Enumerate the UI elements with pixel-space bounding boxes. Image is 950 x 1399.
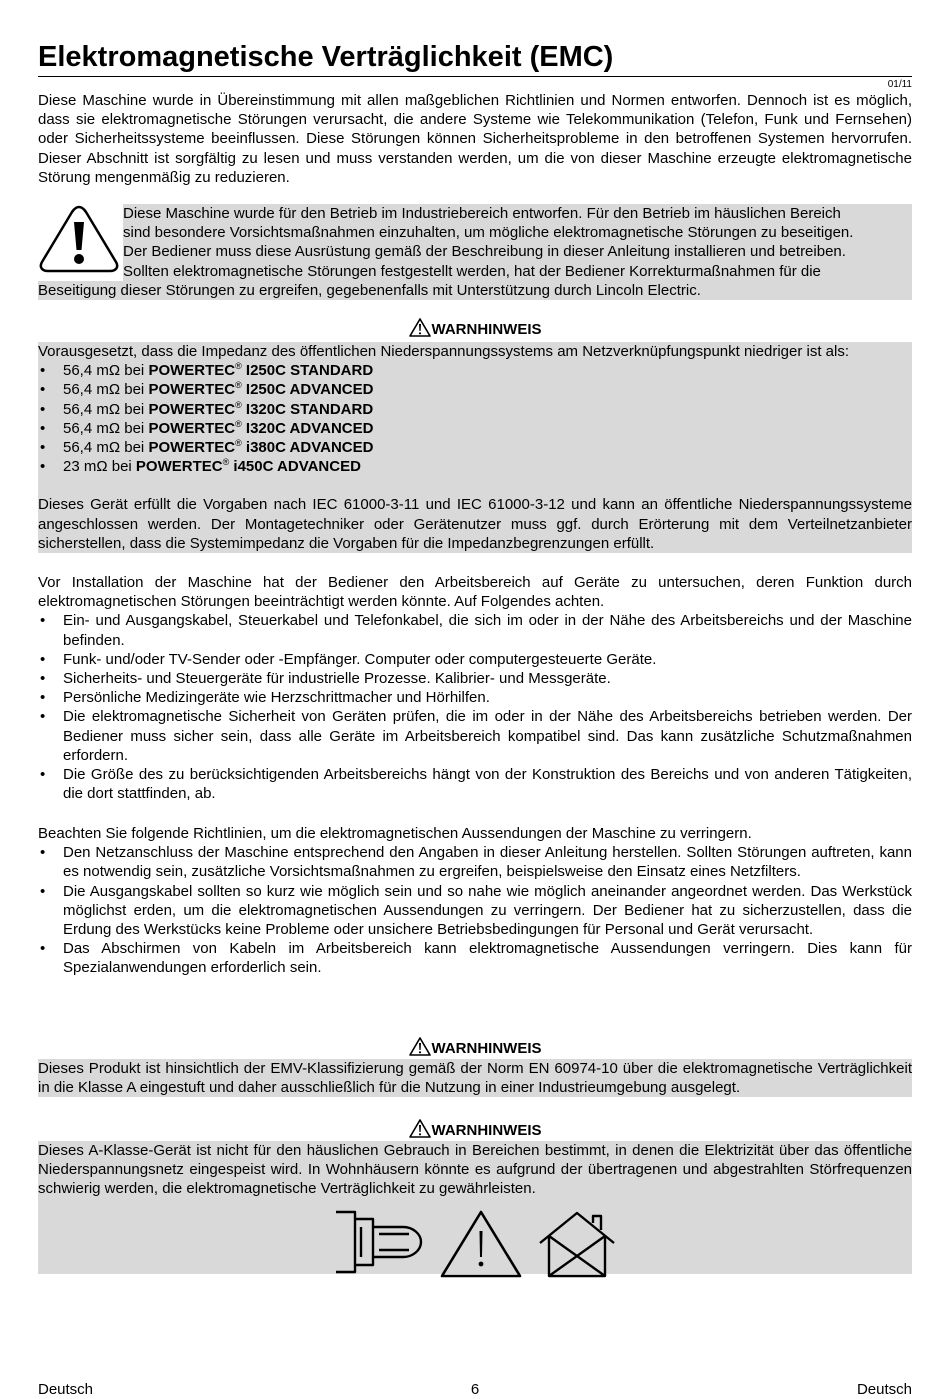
warning-icon	[409, 318, 431, 337]
warning2-text: Dieses Produkt ist hinsichtlich der EMV-Klassifizierung gemäß der Norm EN 60974-10 über die elektromagnetische Verträglichkeit in die Klasse A eingestuft und daher ausschließlich für die Nutzung in einer Industrieumgebung ausgelegt.	[38, 1060, 912, 1097]
caution-triangle-icon	[38, 204, 120, 274]
list-item: • Persönliche Medizingeräte wie Herzschrittmacher und Hörhilfen.	[38, 688, 912, 707]
list-item: • Sicherheits- und Steuergeräte für industrielle Prozesse. Kalibrier- und Messgeräte.	[38, 669, 912, 688]
list-item: • Ein- und Ausgangskabel, Steuerkabel und Telefonkabel, die sich im oder in der Nähe des Arbeitsbereichs und der Maschine befinden.	[38, 611, 912, 649]
caution-text-indented	[123, 204, 912, 281]
impedance-item: • 56,4 mΩ bei POWERTEC® I250C ADVANCED	[38, 380, 912, 399]
list-item: • Den Netzanschluss der Maschine entsprechend den Angaben in dieser Anleitung herstellen. Sollten Störungen auftreten, kann es notwendig sein, zusätzliche Vorsichtsmaßnahmen zu ergreifen, beispielsweise den Einsatz eines Netzfilters.	[38, 843, 912, 881]
guidelines-list	[38, 843, 912, 977]
guidelines-lead: Beachten Sie folgende Richtlinien, um die elektromagnetischen Aussendungen der Maschine zu verringern.	[38, 825, 752, 842]
impedance-list	[38, 361, 912, 476]
warning2-block	[38, 1059, 912, 1097]
installation-list	[38, 611, 912, 803]
warning1-tail: Dieses Gerät erfüllt die Vorgaben nach IEC 61000-3-11 und IEC 61000-3-12 und kann an öffentliche Niederspannungssysteme angeschlossen werden. Der Montagetechniker oder Gerätenutzer muss ggf. durch Erörterung mit dem Verteilnetzanbieter sicherstellen, dass die Systemimpedanz die Vorgaben für die Impedanzbegrenzungen erfüllt.	[38, 496, 912, 552]
revision-code: 01/11	[887, 79, 912, 90]
footer-language-left: Deutsch	[38, 1381, 94, 1398]
warning-icon	[409, 1037, 431, 1056]
warning1-block	[38, 342, 912, 553]
caution-line: sind besondere Vorsichtsmaßnahmen einzuhalten, um mögliche elektromagnetische Störungen zu beseitigen.	[123, 224, 854, 242]
caution-line: Der Bediener muss diese Ausrüstung gemäß der Beschreibung in dieser Anleitung installieren und betreiben.	[123, 243, 846, 261]
impedance-item: • 56,4 mΩ bei POWERTEC® I320C STANDARD	[38, 400, 912, 419]
caution-line: Sollten elektromagnetische Störungen festgestellt werden, hat der Bediener Korrekturmaßnahmen für die	[123, 262, 821, 280]
list-item: • Funk- und/oder TV-Sender oder -Empfänger. Computer oder computergesteuerte Geräte.	[38, 650, 912, 669]
impedance-item: • 56,4 mΩ bei POWERTEC® i380C ADVANCED	[38, 438, 912, 457]
symbol-row	[38, 1199, 912, 1285]
guidelines-section	[38, 824, 912, 978]
no-home-icon	[537, 1209, 617, 1279]
list-item: • Das Abschirmen von Kabeln im Arbeitsbereich kann elektromagnetische Aussendungen verringern. Dies kann für Spezialanwendungen erforderlich sein.	[38, 939, 912, 977]
installation-section	[38, 573, 912, 803]
impedance-item: • 56,4 mΩ bei POWERTEC® I320C ADVANCED	[38, 419, 912, 438]
intro-paragraph	[38, 91, 912, 187]
impedance-item: • 56,4 mΩ bei POWERTEC® I250C STANDARD	[38, 361, 912, 380]
warning-heading	[38, 1037, 912, 1057]
warning3-block	[38, 1141, 912, 1274]
impedance-item: • 23 mΩ bei POWERTEC® i450C ADVANCED	[38, 457, 912, 476]
caution-block	[38, 204, 912, 300]
warning1-lead: Vorausgesetzt, dass die Impedanz des öffentlichen Niederspannungssystems am Netzverknüpfungspunkt niedriger ist als:	[38, 343, 850, 360]
warning-heading	[38, 318, 912, 338]
page-title: Elektromagnetische Verträglichkeit (EMC)	[38, 41, 614, 73]
list-item: • Die elektromagnetische Sicherheit von Geräten prüfen, die im oder in der Nähe des Arbeitsbereichs betrieben werden. Der Bediener muss sicher sein, dass alle Geräte im Arbeitsbereich kompatibel sind. Das kann zusätzliche Schutzmaßnahmen erfordern.	[38, 707, 912, 765]
installation-lead: Vor Installation der Maschine hat der Bediener den Arbeitsbereich auf Geräte zu untersuchen, deren Funktion durch elektromagnetischen Störungen beeinträchtigt werden könnte. Auf Folgendes achten.	[38, 574, 912, 611]
title-rule	[38, 76, 912, 77]
intro-text: Diese Maschine wurde in Übereinstimmung mit allen maßgeblichen Richtlinien und Normen entworfen. Dennoch ist es möglich, dass sie elektromagnetische Störungen verursacht, die andere Systeme wie Telekommunikation (Telefon, Funk und Fernsehen) oder Sicherheitssysteme beeinflussen. Diese Störungen können Sicherheitsprobleme in den betroffenen Systemen hervorrufen. Dieser Abschnitt ist sorgfältig zu lesen und muss verstanden werden, um die von dieser Maschine erzeugte elektromagnetische Störung mengenmäßig zu reduzieren.	[38, 92, 912, 186]
list-item: • Die Ausgangskabel sollten so kurz wie möglich sein und so nahe wie möglich aneinander angeordnet werden. Das Werkstück möglichst erden, um die elektromagnetischen Aussendungen zu verringern. Der Bediener hat zu sicherzustellen, dass die Erdung des Werkstücks keine Probleme oder unsichere Betriebsbedingungen für Personal und Gerät verursacht.	[38, 882, 912, 940]
caution-line: Diese Maschine wurde für den Betrieb im Industriebereich entworfen. Für den Betrieb im häuslichen Bereich	[123, 205, 841, 222]
warning-icon	[409, 1119, 431, 1138]
list-item: • Die Größe des zu berücksichtigenden Arbeitsbereichs hängt von der Konstruktion des Bereichs und von anderen Tätigkeiten, die dort stattfinden, ab.	[38, 765, 912, 803]
warning3-text: Dieses A-Klasse-Gerät ist nicht für den häuslichen Gebrauch in Bereichen bestimmt, in denen die Elektrizität über das öffentliche Niederspannungsnetz eingespeist wird. In Wohnhäusern könnte es aufgrund der übertragenen und abgestrahlten Störfrequenzen schwierig werden, die elektromagnetische Verträglichkeit zu gewährleisten.	[38, 1142, 912, 1198]
caution-text-full: Beseitigung dieser Störungen zu ergreifen, gegebenenfalls mit Unterstützung durch Lincoln Electric.	[38, 281, 912, 300]
warning-label: WARNHINWEIS	[431, 1040, 542, 1057]
footer-language-right: Deutsch	[856, 1381, 912, 1398]
footer-page-number: 6	[470, 1381, 480, 1398]
warning-heading	[38, 1119, 912, 1139]
warning-label: WARNHINWEIS	[431, 1122, 542, 1139]
plug-icon	[333, 1209, 425, 1275]
warning-label: WARNHINWEIS	[431, 321, 542, 338]
warning-triangle-icon	[439, 1209, 523, 1279]
